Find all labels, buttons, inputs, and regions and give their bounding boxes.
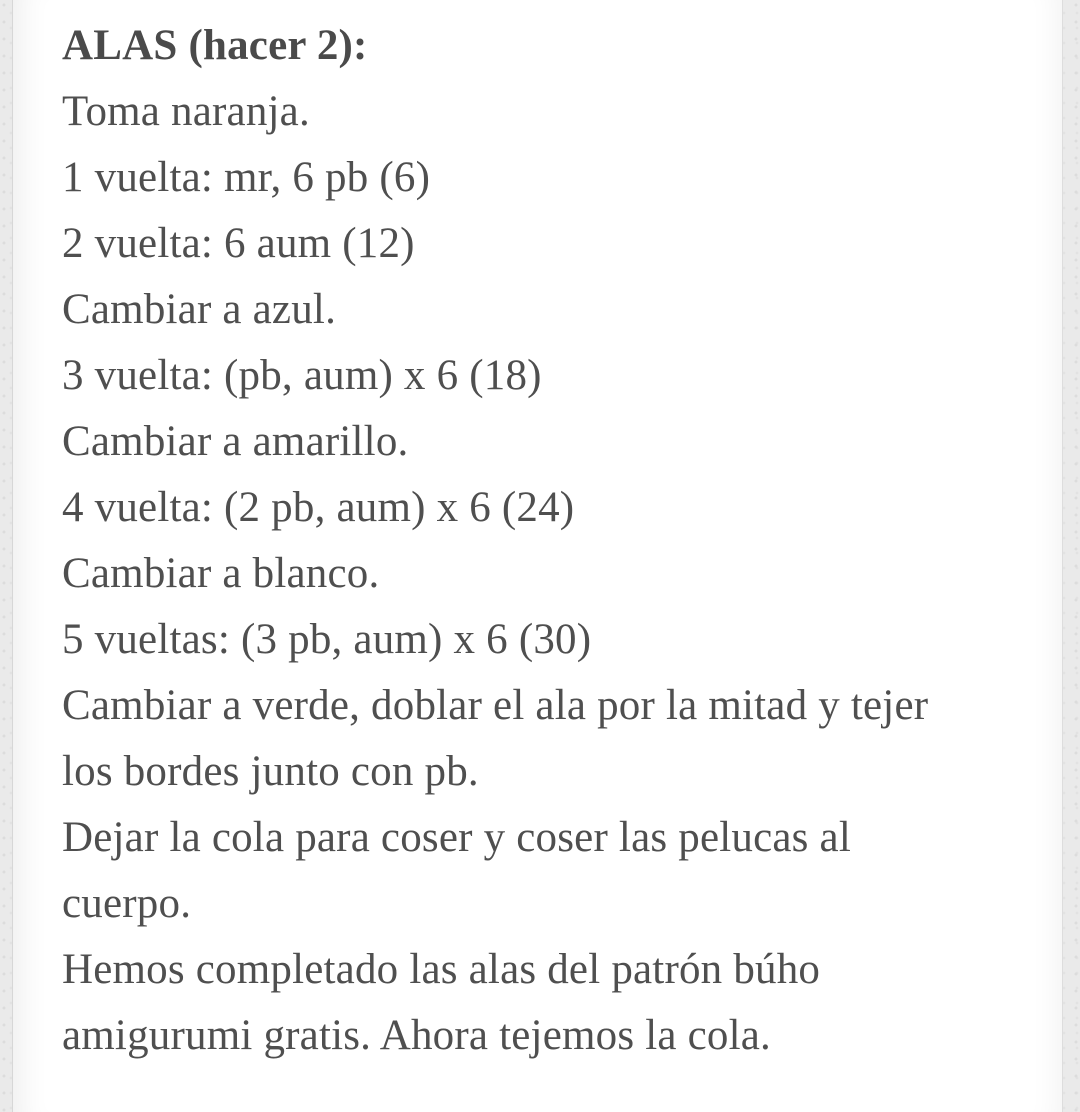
text-line: Cambiar a amarillo. (62, 418, 409, 465)
content-card (12, 0, 1063, 1112)
text-line: Cambiar a verde, doblar el ala por la mitad y tejer (62, 682, 929, 729)
text-line: amigurumi gratis. Ahora tejemos la cola. (62, 1012, 771, 1059)
text-line: Cambiar a blanco. (62, 550, 380, 597)
text-line: Toma naranja. (62, 88, 310, 135)
text-line: Dejar la cola para coser y coser las pelucas al (62, 814, 851, 861)
text-line: 3 vuelta: (pb, aum) x 6 (18) (62, 352, 542, 399)
text-line: Hemos completado las alas del patrón búho (62, 946, 821, 993)
pattern-text-block (13, 0, 1062, 1069)
section-heading: ALAS (hacer 2): (62, 22, 368, 69)
text-line: los bordes junto con pb. (62, 748, 479, 795)
text-line: 2 vuelta: 6 aum (12) (62, 220, 415, 267)
text-line: Cambiar a azul. (62, 286, 337, 333)
text-line: 1 vuelta: mr, 6 pb (6) (62, 154, 431, 201)
text-line: 5 vueltas: (3 pb, aum) x 6 (30) (62, 616, 592, 663)
text-line: 4 vuelta: (2 pb, aum) x 6 (24) (62, 484, 575, 531)
text-line: cuerpo. (62, 880, 192, 927)
